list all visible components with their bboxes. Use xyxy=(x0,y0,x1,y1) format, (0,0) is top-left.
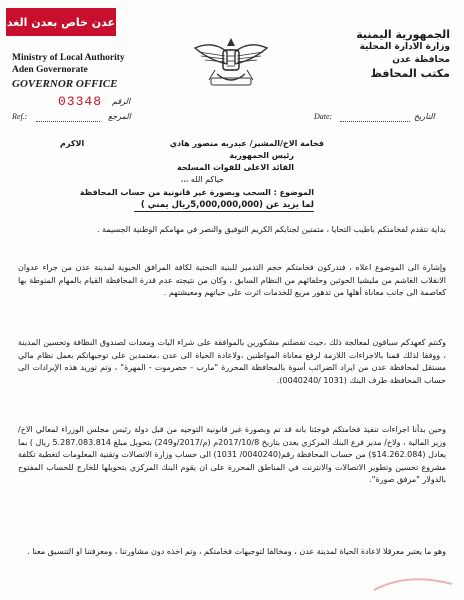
reference-number: 03348 xyxy=(58,94,103,109)
ar-governor-office: مكتب المحافظ xyxy=(370,67,450,80)
number-label-ar: الرقم xyxy=(112,97,131,106)
date-label-en: Date: xyxy=(314,112,333,121)
en-governorate: Aden Governorate xyxy=(12,65,88,75)
paragraph-transfer: وحين بدأنا اجراءات تنفيذ فخامتكم فوجئنا بانه قد تم وبصورة غير قانونية التوجيه من قبل دولة رئيس مجلس الوزراء لمعالي الاخ/ وزير المالية ، ولاخ/ مدير فرع البنك المركزي بعدن بتاريخ 2017/10/8م (م/2017/و249) بتحويل مبلغ 5.287.083.814 ريال ) بما يعادل (14.262.084$) من حساب المحافظة رقم(0040240/ 1031) الى حساب وزارة الاتصالات وتقنية المعلومات لتغطية تكلفة مشروع تحسين وتطوير الاتصالات والانترنت في المناطق المحررة على ان يقوم البنك المركزي بتحويلها للخارج للحساب المفتوح بالدولار "مرفق صورة". xyxy=(18,425,447,484)
yemen-eagle-emblem-icon xyxy=(187,34,275,92)
en-ministry: Ministry of Local Authority xyxy=(12,53,125,63)
greeting: حياكم الله ،،، xyxy=(180,175,224,184)
paragraph-greeting: بداية نتقدم لفخامتكم باطيب التحايا ، متمنين لجنابكم الكريم التوفيق والنصر في مهامكم الوطنية الجسيمة . xyxy=(96,225,446,234)
red-stamp-fragment-icon xyxy=(368,570,458,594)
honorific: الاكرم xyxy=(60,139,85,148)
ar-republic: الجمهورية اليمنية xyxy=(356,28,450,41)
ar-ministry: وزارة الادارة المحلية xyxy=(359,42,450,52)
paragraph-measures: وكنتم كعهدكم سباقون لمعالجة ذلك ،حيث تفضلتم مشكورين بالموافقة على شراء اليات ومعدات لصندوق النظافة وتحسين المدينة ، ووفقا لذلك قمنا بالاجراءات اللازمة لرفع معاناة المواطنين ،ولاعادة الحياة الى عدن ،معتمدين على توجيهاتكم بعمل نظام مالي مستقل لمحافظة عدن من ايراد الضرائب أسوة بالمحافظة المحررة "مارب - حضرموت - المهرة" ، وتم توريد هذه الإيرادات الى حساب المحافظة طرف البنك (1031 /0040240). xyxy=(18,338,446,385)
date-label-ar: التاريخ xyxy=(414,112,435,121)
en-governor-office: GOVERNOR OFFICE xyxy=(12,78,118,90)
subject-line1: الموضوع : السحب وبصورة غير قانونية من حساب المحافظة xyxy=(79,188,314,197)
ref-label-ar: المرجع xyxy=(108,112,131,121)
ar-governorate: محافظة عدن xyxy=(392,55,450,65)
addressee-line1: فخامة الاخ/المشير/ عبدربه منصور هادي xyxy=(169,139,324,148)
date-dotted-line xyxy=(340,121,410,122)
arabic-letterhead xyxy=(310,28,450,80)
ref-dotted-line xyxy=(36,121,100,122)
english-letterhead xyxy=(12,40,162,90)
addressee-line2: رئيس الجمهورية xyxy=(229,151,294,160)
news-site-badge: عدن خاص بعدن الغد xyxy=(6,8,116,36)
addressee-line3: القائد الاعلى للقوات المسلحة xyxy=(177,163,294,172)
paragraph-context: وإشارة الى الموضوع اعلاه ، فندركون فخامتكم حجم التدمير للبنية التحتية لكافة المرافق الحيوية لمدينة عدن من جراء عدوان الانقلاب الغاشم من مليشيا الحوثين وحلفائهم من النظام السابق ، وكان من نتيجته عدم قدرة المحافظة القيام بالمهام المنوطة بها كعاصمة الى جانب معاناة أهلها من تدهور مريع للخدمات اثرت على حياتهم ومعيشتهم . xyxy=(18,263,446,297)
subject-line2-amount: لما يزيد عن (5,000,000,000ريال يمني ) xyxy=(134,199,314,212)
paragraph-conclusion: وهو ما يعتبر معرقلا لاعادة الحياة لمدينة عدن ، ومخالفا لتوجيهات فخامتكم ، وتم اخذه دون مشاورتنا ، ومعرفتنا او التنسيق معنا . xyxy=(27,547,446,556)
ref-label-en: Ref.: xyxy=(12,112,28,121)
